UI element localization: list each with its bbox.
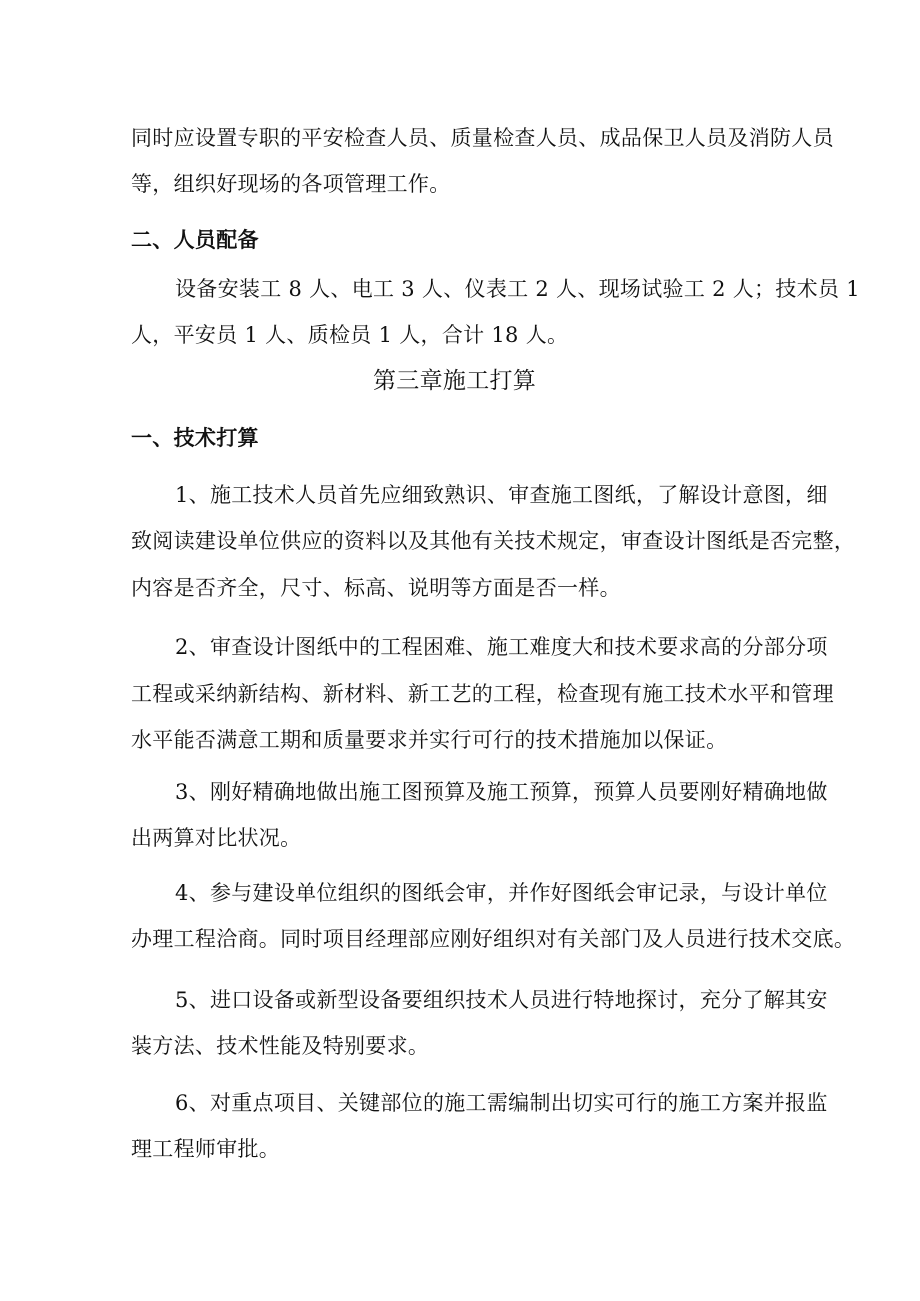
chapter-title: 第三章施工打算 — [373, 368, 537, 394]
section-heading-personnel: 二、人员配备 — [131, 227, 259, 252]
tech-item-2-line-1: 2、审查设计图纸中的工程困难、施工难度大和技术要求高的分部分项 — [175, 635, 828, 659]
tech-item-5-line-1: 5、进口设备或新型设备要组织技术人员进行特地探讨，充分了解其安 — [175, 988, 828, 1012]
intro-line-2: 等，组织好现场的各项管理工作。 — [131, 172, 451, 196]
tech-item-2-line-3: 水平能否满意工期和质量要求并实行可行的技术措施加以保证。 — [131, 728, 728, 752]
tech-item-1-line-3: 内容是否齐全，尺寸、标高、说明等方面是否一样。 — [131, 576, 621, 600]
tech-item-4-line-1: 4、参与建设单位组织的图纸会审，并作好图纸会审记录，与设计单位 — [175, 881, 828, 905]
tech-item-1-line-2: 致阅读建设单位供应的资料以及其他有关技术规定，审查设计图纸是否完整， — [131, 529, 856, 553]
tech-item-2-line-2: 工程或采纳新结构、新材料、新工艺的工程，检查现有施工技术水平和管理 — [131, 682, 834, 706]
tech-item-6-line-1: 6、对重点项目、关键部位的施工需编制出切实可行的施工方案并报监 — [175, 1091, 828, 1115]
tech-item-5-line-2: 装方法、技术性能及特别要求。 — [131, 1034, 430, 1058]
personnel-line-2: 人，平安员 1 人、质检员 1 人，合计 18 人。 — [131, 323, 569, 347]
intro-line-1: 同时应设置专职的平安检查人员、质量检查人员、成品保卫人员及消防人员 — [131, 126, 834, 150]
tech-item-3-line-1: 3、刚好精确地做出施工图预算及施工预算，预算人员要刚好精确地做 — [175, 780, 828, 804]
tech-item-3-line-2: 出两算对比状况。 — [131, 826, 302, 850]
personnel-line-1: 设备安装工 8 人、电工 3 人、仪表工 2 人、现场试验工 2 人；技术员 1 — [175, 277, 860, 301]
tech-item-1-line-1: 1、施工技术人员首先应细致熟识、审查施工图纸，了解设计意图，细 — [175, 483, 828, 507]
tech-item-4-line-2: 办理工程洽商。同时项目经理部应刚好组织对有关部门及人员进行技术交底。 — [131, 927, 856, 951]
tech-item-6-line-2: 理工程师审批。 — [131, 1137, 281, 1161]
section-heading-tech: 一、技术打算 — [131, 425, 259, 450]
